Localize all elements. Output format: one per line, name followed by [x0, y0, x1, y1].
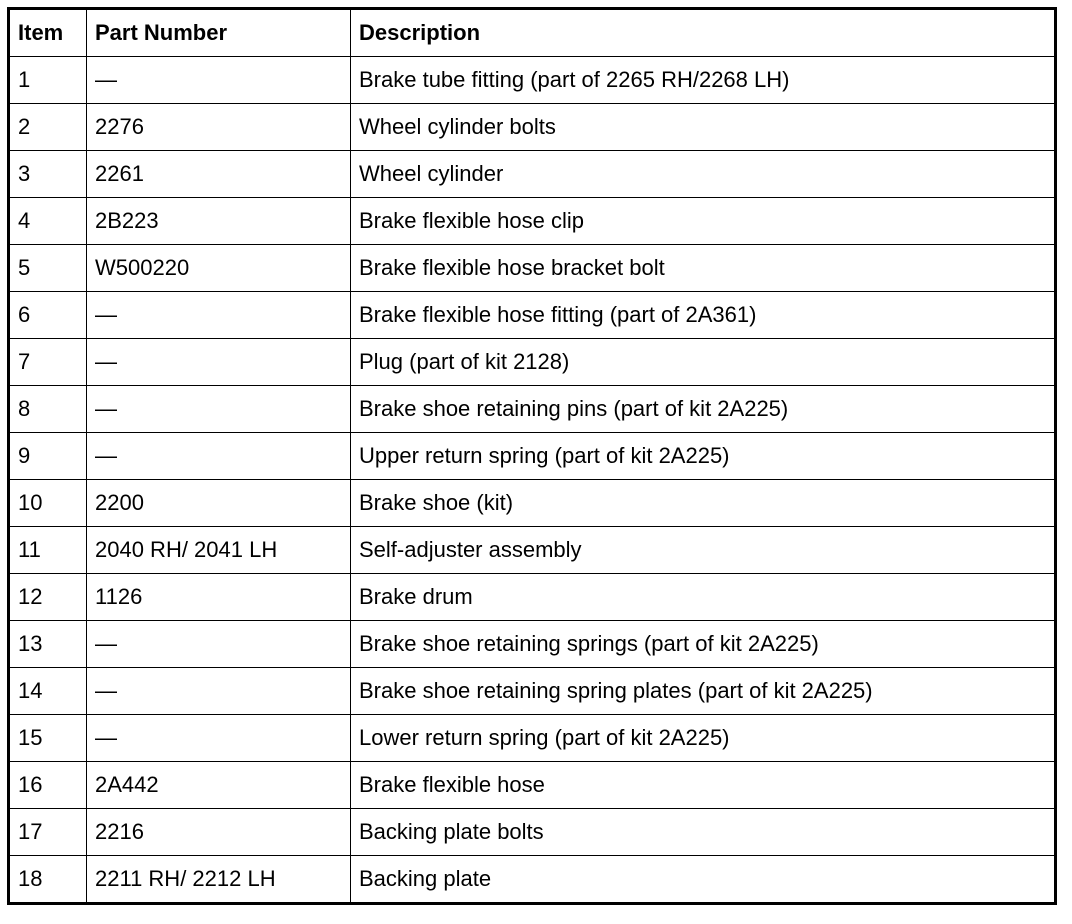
part-number-cell: — [87, 668, 351, 715]
description-cell: Wheel cylinder [351, 151, 1056, 198]
table-row [9, 621, 1056, 668]
table-header [9, 9, 1056, 57]
part-number-cell: 2216 [87, 809, 351, 856]
table-row [9, 809, 1056, 856]
table-row [9, 715, 1056, 762]
item-cell: 18 [9, 856, 87, 904]
description-cell: Brake flexible hose [351, 762, 1056, 809]
item-cell: 2 [9, 104, 87, 151]
description-cell: Brake tube fitting (part of 2265 RH/2268 LH) [351, 57, 1056, 104]
part-number-cell: — [87, 433, 351, 480]
item-cell: 17 [9, 809, 87, 856]
table-row [9, 386, 1056, 433]
part-number-cell: W500220 [87, 245, 351, 292]
table-row [9, 198, 1056, 245]
table-row [9, 292, 1056, 339]
description-cell: Plug (part of kit 2128) [351, 339, 1056, 386]
table-row [9, 433, 1056, 480]
description-cell: Brake shoe retaining springs (part of kit 2A225) [351, 621, 1056, 668]
part-number-cell: — [87, 292, 351, 339]
table-row [9, 668, 1056, 715]
description-cell: Self-adjuster assembly [351, 527, 1056, 574]
item-cell: 15 [9, 715, 87, 762]
header-item: Item [9, 9, 87, 57]
description-cell: Upper return spring (part of kit 2A225) [351, 433, 1056, 480]
description-cell: Lower return spring (part of kit 2A225) [351, 715, 1056, 762]
part-number-cell: 2211 RH/ 2212 LH [87, 856, 351, 904]
part-number-cell: 2276 [87, 104, 351, 151]
item-cell: 4 [9, 198, 87, 245]
item-cell: 7 [9, 339, 87, 386]
item-cell: 5 [9, 245, 87, 292]
table-row [9, 245, 1056, 292]
table-row [9, 574, 1056, 621]
description-cell: Brake drum [351, 574, 1056, 621]
description-cell: Brake flexible hose bracket bolt [351, 245, 1056, 292]
table-row [9, 762, 1056, 809]
table-row [9, 57, 1056, 104]
header-description: Description [351, 9, 1056, 57]
description-cell: Brake shoe retaining pins (part of kit 2A225) [351, 386, 1056, 433]
part-number-cell: 2040 RH/ 2041 LH [87, 527, 351, 574]
table-row [9, 104, 1056, 151]
description-cell: Wheel cylinder bolts [351, 104, 1056, 151]
item-cell: 8 [9, 386, 87, 433]
part-number-cell: — [87, 57, 351, 104]
header-part-number: Part Number [87, 9, 351, 57]
part-number-cell: — [87, 386, 351, 433]
table-row [9, 339, 1056, 386]
item-cell: 6 [9, 292, 87, 339]
parts-table [7, 7, 1057, 905]
item-cell: 3 [9, 151, 87, 198]
item-cell: 10 [9, 480, 87, 527]
description-cell: Brake flexible hose clip [351, 198, 1056, 245]
description-cell: Backing plate [351, 856, 1056, 904]
table-row [9, 151, 1056, 198]
item-cell: 1 [9, 57, 87, 104]
table-row [9, 480, 1056, 527]
table-row [9, 527, 1056, 574]
header-row [9, 9, 1056, 57]
item-cell: 16 [9, 762, 87, 809]
part-number-cell: 2A442 [87, 762, 351, 809]
table-body [9, 57, 1056, 904]
item-cell: 12 [9, 574, 87, 621]
part-number-cell: — [87, 621, 351, 668]
part-number-cell: — [87, 715, 351, 762]
item-cell: 14 [9, 668, 87, 715]
description-cell: Brake flexible hose fitting (part of 2A361) [351, 292, 1056, 339]
part-number-cell: 1126 [87, 574, 351, 621]
part-number-cell: 2200 [87, 480, 351, 527]
item-cell: 11 [9, 527, 87, 574]
description-cell: Brake shoe retaining spring plates (part of kit 2A225) [351, 668, 1056, 715]
item-cell: 9 [9, 433, 87, 480]
table-row [9, 856, 1056, 904]
part-number-cell: — [87, 339, 351, 386]
description-cell: Brake shoe (kit) [351, 480, 1056, 527]
part-number-cell: 2B223 [87, 198, 351, 245]
item-cell: 13 [9, 621, 87, 668]
description-cell: Backing plate bolts [351, 809, 1056, 856]
part-number-cell: 2261 [87, 151, 351, 198]
